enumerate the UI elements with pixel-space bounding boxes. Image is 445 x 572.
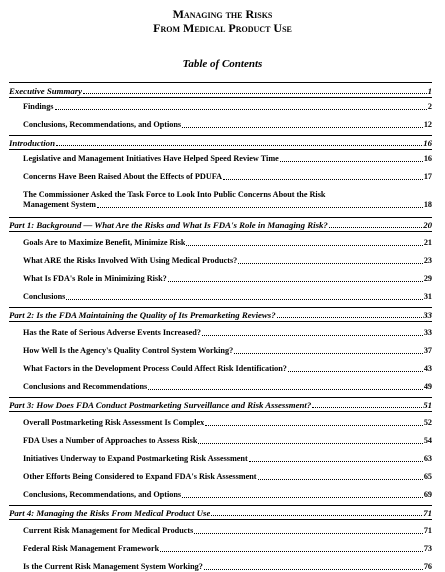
toc-entry-label: Conclusions, Recommendations, and Options — [23, 490, 182, 499]
toc-page-number: 54 — [423, 436, 432, 445]
toc-separator — [9, 411, 432, 412]
toc-entry[interactable] — [9, 102, 432, 112]
dot-leader — [204, 569, 423, 570]
toc-separator — [9, 97, 432, 98]
toc-page-number: 20 — [423, 220, 432, 230]
toc-page-number: 51 — [423, 400, 432, 410]
toc-page-number: 71 — [423, 526, 432, 535]
toc-entry[interactable] — [9, 490, 432, 500]
dot-leader — [66, 299, 422, 300]
dot-leader — [194, 533, 422, 534]
toc-entry-label: Legislative and Management Initiatives Have Helped Speed Review Time — [23, 154, 279, 163]
dot-leader — [182, 127, 423, 128]
toc-page-number: 17 — [423, 172, 432, 181]
toc-page-number: 52 — [423, 418, 432, 427]
toc-entry[interactable] — [9, 238, 432, 248]
toc-entry-label: Other Efforts Being Considered to Expand FDA's Risk Assessment — [23, 472, 257, 481]
dot-leader — [182, 497, 423, 498]
toc-page-number: 73 — [423, 544, 432, 553]
toc-page-number: 33 — [423, 328, 432, 337]
dot-leader — [186, 245, 422, 246]
toc-entry[interactable] — [9, 472, 432, 482]
dot-leader — [238, 263, 423, 264]
dot-leader — [160, 551, 423, 552]
toc-entry[interactable] — [9, 256, 432, 266]
toc-entry-label: Conclusions, Recommendations, and Options — [23, 120, 182, 129]
toc-entry[interactable] — [9, 562, 432, 572]
dot-leader — [211, 515, 422, 516]
dot-leader — [205, 425, 423, 426]
dot-leader — [277, 317, 423, 318]
document-title — [0, 7, 445, 35]
toc-page-number: 69 — [423, 490, 432, 499]
toc-page-number: 2 — [427, 102, 432, 111]
dot-leader — [288, 371, 423, 372]
toc-page-number: 49 — [423, 382, 432, 391]
toc-entry[interactable] — [9, 436, 432, 446]
toc-separator — [9, 519, 432, 520]
dot-leader — [202, 335, 423, 336]
toc-separator — [9, 321, 432, 322]
dot-leader — [234, 353, 423, 354]
dot-leader — [56, 145, 422, 146]
toc-heading: Table of Contents — [182, 58, 263, 70]
toc-entry[interactable] — [9, 454, 432, 464]
toc-entry-label: Is the Current Risk Management System Working? — [23, 562, 203, 571]
toc-entry-label: Federal Risk Management Framework — [23, 544, 160, 553]
toc-entry-label: What Factors in the Development Process Could Affect Risk Identification? — [23, 364, 287, 373]
toc-page-number: 16 — [423, 154, 432, 163]
dot-leader — [249, 461, 423, 462]
dot-leader — [258, 479, 423, 480]
toc-entry[interactable] — [9, 292, 432, 302]
toc-entry[interactable] — [9, 172, 432, 182]
toc-separator — [9, 505, 432, 506]
toc-entry-label: Part 1: Background — What Are the Risks and What Is FDA's Role in Managing Risk? — [9, 220, 328, 230]
toc-separator — [9, 231, 432, 232]
toc-page-number: 1 — [427, 86, 432, 96]
toc-separator — [9, 135, 432, 136]
toc-entry-label-continued: Management System — [23, 200, 96, 209]
toc-page-number: 21 — [423, 238, 432, 247]
toc-entry-label: Executive Summary — [9, 86, 83, 96]
toc-page-number: 23 — [423, 256, 432, 265]
toc-separator — [9, 149, 432, 150]
toc-part-entry[interactable] — [9, 508, 432, 518]
toc-entry[interactable] — [9, 120, 432, 130]
toc-page-number: 31 — [423, 292, 432, 301]
toc-entry-label: Introduction — [9, 138, 55, 148]
toc-page-number: 76 — [423, 562, 432, 571]
toc-entry[interactable] — [9, 154, 432, 164]
toc-page-number: 65 — [423, 472, 432, 481]
toc-entry-label: Initiatives Underway to Expand Postmarketing Risk Assessment — [23, 454, 248, 463]
toc-entry[interactable] — [9, 190, 432, 210]
toc-page-number: 37 — [423, 346, 432, 355]
toc-part-entry[interactable] — [9, 220, 432, 230]
toc-entry-label: Part 2: Is the FDA Maintaining the Quality of Its Premarketing Reviews? — [9, 310, 276, 320]
toc-entry[interactable] — [9, 418, 432, 428]
toc-separator — [9, 397, 432, 398]
title-line-2: From Medical Product Use — [153, 21, 292, 35]
dot-leader — [148, 389, 423, 390]
toc-entry-label: Part 3: How Does FDA Conduct Postmarketing Surveillance and Risk Assessment? — [9, 400, 312, 410]
dot-leader — [55, 109, 427, 110]
toc-entry-label: FDA Uses a Number of Approaches to Assess Risk — [23, 436, 198, 445]
title-line-1: Managing the Risks — [172, 7, 273, 21]
toc-page-number: 63 — [423, 454, 432, 463]
toc-entry-label: Concerns Have Been Raised About the Effects of PDUFA — [23, 172, 223, 181]
dot-leader — [280, 161, 423, 162]
toc-part-entry[interactable] — [9, 310, 432, 320]
toc-entry[interactable] — [9, 274, 432, 284]
toc-entry-label: The Commissioner Asked the Task Force to Look Into Public Concerns About the Risk — [23, 190, 326, 199]
toc-page-number: 43 — [423, 364, 432, 373]
toc-entry-label: Current Risk Management for Medical Products — [23, 526, 194, 535]
dot-leader — [329, 227, 422, 228]
toc-entry[interactable] — [9, 328, 432, 338]
toc-entry[interactable] — [9, 364, 432, 374]
toc-page-number: 18 — [423, 200, 432, 209]
toc-entry[interactable] — [9, 544, 432, 554]
toc-entry[interactable] — [9, 382, 432, 392]
toc-entry-label: Conclusions and Recommendations — [23, 382, 148, 391]
toc-entry[interactable] — [9, 526, 432, 536]
toc-entry-label: Goals Are to Maximize Benefit, Minimize Risk — [23, 238, 186, 247]
toc-entry-label: Has the Rate of Serious Adverse Events Increased? — [23, 328, 201, 337]
toc-page-number: 29 — [423, 274, 432, 283]
toc-entry[interactable] — [9, 346, 432, 356]
toc-page-number: 33 — [423, 310, 432, 320]
toc-page-number: 71 — [423, 508, 432, 518]
dot-leader — [312, 407, 422, 408]
toc-part-entry[interactable] — [9, 138, 432, 148]
toc-entry-label: Findings — [23, 102, 54, 111]
dot-leader — [83, 93, 427, 94]
toc-entry-label: What Is FDA's Role in Minimizing Risk? — [23, 274, 167, 283]
dot-leader — [97, 207, 423, 208]
toc-entry-label: Conclusions — [23, 292, 66, 301]
toc-separator — [9, 307, 432, 308]
top-rule — [9, 82, 432, 83]
toc-part-entry[interactable] — [9, 86, 432, 96]
toc-part-entry[interactable] — [9, 400, 432, 410]
toc-separator — [9, 217, 432, 218]
toc-page-number: 12 — [423, 120, 432, 129]
toc-entry-label: What ARE the Risks Involved With Using Medical Products? — [23, 256, 238, 265]
toc-entry-label: Part 4: Managing the Risks From Medical Product Use — [9, 508, 211, 518]
toc-entry-label: Overall Postmarketing Risk Assessment Is Complex — [23, 418, 205, 427]
dot-leader — [198, 443, 422, 444]
toc-page-number: 16 — [423, 138, 432, 148]
dot-leader — [223, 179, 423, 180]
dot-leader — [168, 281, 423, 282]
toc-entry-label: How Well Is the Agency's Quality Control System Working? — [23, 346, 234, 355]
